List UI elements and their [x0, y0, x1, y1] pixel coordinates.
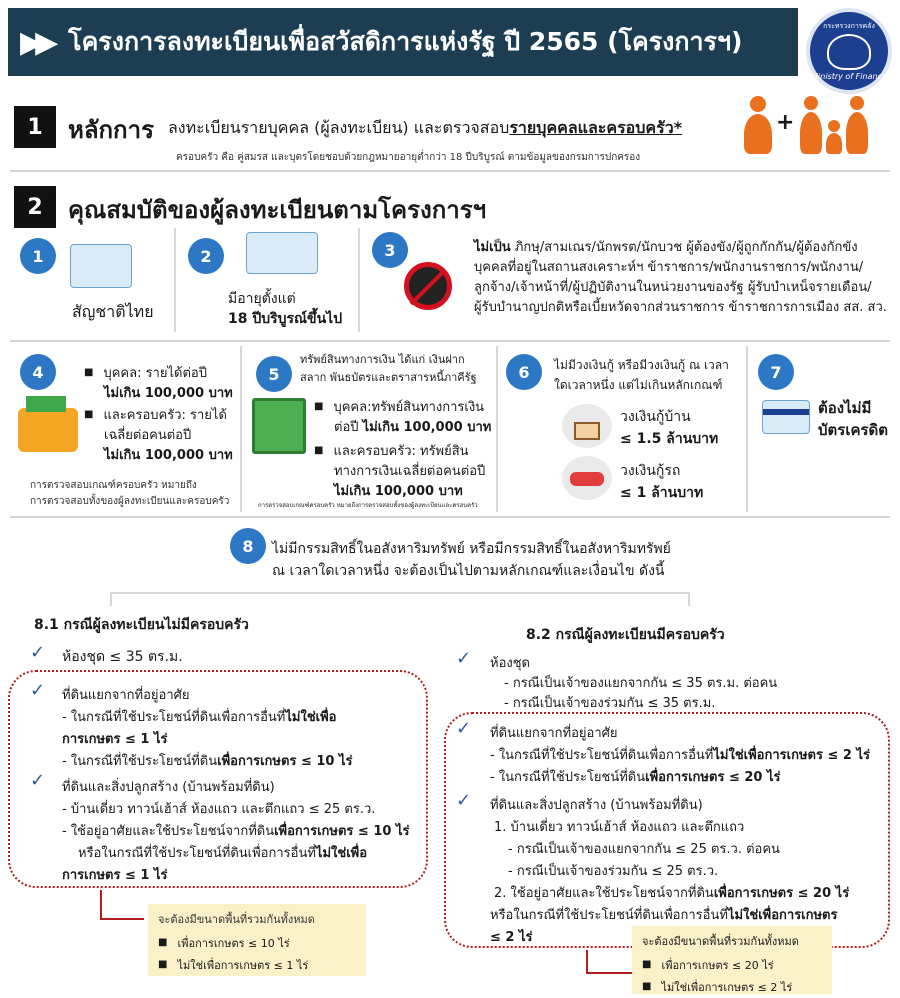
q4-note1: การตรวจสอบเกณฑ์ครอบครัว หมายถึง: [30, 480, 197, 491]
q2-line2: 18 ปีบริบูรณ์ขึ้นไป: [228, 311, 343, 327]
check-icon: ✓: [30, 680, 46, 701]
check-icon: ✓: [456, 648, 472, 669]
c82-condo: ห้องชุด: [490, 656, 530, 671]
q7-number: 7: [758, 354, 794, 390]
connector-line: [110, 592, 690, 606]
q6-head2: ใดเวลาหนึ่ง แต่ไม่เกินหลักเกณฑ์: [554, 378, 723, 392]
c82-condo-a: - กรณีเป็นเจ้าของแยกจากกัน ≤ 35 ตร.ม. ต่อคน: [504, 676, 778, 691]
c81-land-a1: - ในกรณีที่ใช้ประโยชน์ที่ดินเพื่อการอื่นที่ไม่ใช่เพื่อ: [62, 710, 337, 725]
q6-car2: ≤ 1 ล้านบาท: [620, 485, 704, 501]
c82-build-4: ≤ 2 ไร่: [490, 930, 533, 945]
check-icon: ✓: [456, 790, 472, 811]
c81-note: จะต้องมีขนาดพื้นที่รวมกันทั้งหมด ■ เพื่อการเกษตร ≤ 10 ไร่ ■ ไม่ใช่เพื่อการเกษตร ≤ 1 ไร่: [148, 904, 366, 976]
play-icon: ▶▶: [20, 24, 51, 60]
q1-label: สัญชาติไทย: [72, 302, 154, 321]
check-icon: ✓: [30, 642, 46, 663]
c82-land-a1: - ในกรณีที่ใช้ประโยชน์ที่ดินเพื่อการอื่นที่ไม่ใช่เพื่อการเกษตร ≤ 2 ไร่: [490, 748, 870, 763]
divider: [496, 346, 498, 512]
q5-b1a: ■ บุคคล:ทรัพย์สินทางการเงิน: [314, 396, 484, 417]
q7-line1: ต้องไม่มี: [818, 399, 872, 417]
c81-build-a: - บ้านเดี่ยว ทาวน์เฮ้าส์ ห้องแถว และตึกแถว ≤ 25 ตร.ว.: [62, 802, 376, 817]
q5-b1b: ต่อปี ไม่เกิน 100,000 บาท: [334, 420, 492, 435]
q4-b1: ■ บุคคล: รายได้ต่อปี: [84, 362, 207, 383]
section1-footnote: ครอบครัว คือ คู่สมรส และบุตรโดยชอบด้วยกฎหมายอายุต่ำกว่า 18 ปีบริบูรณ์ ตามข้อมูลของกรมการปกครอง: [176, 152, 641, 163]
q6-car1: วงเงินกู้รถ: [620, 463, 681, 479]
q8-line1: ไม่มีกรรมสิทธิ์ในอสังหาริมทรัพย์ หรือมีกรรมสิทธิ์ในอสังหาริมทรัพย์: [272, 541, 671, 557]
c82-land-b1: - ในกรณีที่ใช้ประโยชน์ที่ดินเพื่อการเกษตร ≤ 20 ไร่: [490, 770, 781, 785]
divider: [240, 346, 242, 512]
prohibited-icon: [404, 262, 452, 310]
q8-line2: ณ เวลาใดเวลาหนึ่ง จะต้องเป็นไปตามหลักเกณฑ์และเงื่อนไข ดังนี้: [272, 563, 665, 579]
c82-condo-b: - กรณีเป็นเจ้าของร่วมกัน ≤ 35 ตร.ม.: [504, 696, 716, 711]
c81-title: 8.1 กรณีผู้ลงทะเบียนไม่มีครอบครัว: [34, 617, 249, 633]
c81-land-a2: การเกษตร ≤ 1 ไร่: [62, 732, 168, 747]
c81-land-title: ที่ดินแยกจากที่อยู่อาศัย: [62, 688, 190, 703]
q5-head2: สลาก พันธบัตรและตราสารหนี้ภาคีรัฐ: [300, 371, 477, 384]
q3-number: 3: [372, 232, 408, 268]
c82-build-2: 2. ใช้อยู่อาศัยและใช้ประโยชน์จากที่ดินเพื่อการเกษตร ≤ 20 ไร่: [494, 886, 850, 901]
section1-title: หลักการ: [68, 116, 154, 144]
divider: [10, 340, 890, 342]
q6-home2: ≤ 1.5 ล้านบาท: [620, 431, 719, 447]
wallet-icon: [18, 408, 78, 452]
q6-number: 6: [506, 354, 542, 390]
section1-number: 1: [14, 106, 56, 148]
ministry-logo: [806, 8, 892, 94]
page-title: โครงการลงทะเบียนเพื่อสวัสดิการแห่งรัฐ ปี 2565 (โครงการฯ): [68, 27, 743, 56]
q5-number: 5: [256, 356, 292, 392]
c82-build-title: ที่ดินและสิ่งปลูกสร้าง (บ้านพร้อมที่ดิน): [490, 798, 703, 813]
c82-build-1b: - กรณีเป็นเจ้าของร่วมกัน ≤ 25 ตร.ว.: [508, 864, 719, 879]
arrow-icon: [100, 890, 144, 920]
id-card-icon: [246, 232, 318, 274]
c81-build-b1: - ใช้อยู่อาศัยและใช้ประโยชน์จากที่ดินเพื่อการเกษตร ≤ 10 ไร่: [62, 824, 410, 839]
q1-number: 1: [20, 238, 56, 274]
q2-number: 2: [188, 238, 224, 274]
c81-build-title: ที่ดินและสิ่งปลูกสร้าง (บ้านพร้อมที่ดิน): [62, 780, 275, 795]
id-card-icon: [70, 244, 132, 288]
header-banner: [8, 8, 798, 76]
logo-eng-text: Ministry of Finance: [811, 72, 887, 81]
c82-build-1: 1. บ้านเดี่ยว ทาวน์เฮ้าส์ ห้องแถว และตึกแถว: [494, 820, 745, 835]
check-icon: ✓: [456, 718, 472, 739]
credit-card-icon: [762, 400, 810, 434]
check-icon: ✓: [30, 770, 46, 791]
divider: [358, 228, 360, 332]
c82-land-title: ที่ดินแยกจากที่อยู่อาศัย: [490, 726, 618, 741]
person-icon: [740, 96, 776, 154]
car-icon: [562, 456, 612, 500]
q6-head1: ไม่มีวงเงินกู้ หรือมีวงเงินกู้ ณ เวลา: [554, 358, 729, 372]
divider: [10, 170, 890, 172]
divider: [10, 516, 890, 518]
q2-line1: มีอายุตั้งแต่: [228, 291, 296, 307]
plus-sign: +: [776, 110, 795, 135]
q3-text: ไม่เป็น ภิกษุ/สามเณร/นักพรต/นักบวช ผู้ต้องขัง/ผู้ถูกกักกัน/ผู้ต้องกักขัง บุคคลที่อยู่ในสถานสงเคราะห์ฯ ข้าราชการ/พนักงานราชการ/พนักงาน/ ลูกจ้าง/เจ้าหน้าที่/ผู้ปฏิบัติงานในหน่วยงานของรัฐ ผู้รับบำเหน็จรายเดือน/ ผู้รับบำนาญปกติหรือเบี้ยหวัดจากส่วนราชการ ข้าราชการการเมือง สส. สว.: [474, 240, 887, 315]
q5-head1: ทรัพย์สินทางการเงิน ได้แก่ เงินฝาก: [300, 353, 465, 366]
c82-build-1a: - กรณีเป็นเจ้าของแยกจากกัน ≤ 25 ตร.ว. ต่อคน: [508, 842, 780, 857]
c82-build-3: หรือในกรณีที่ใช้ประโยชน์ที่ดินเพื่อการอื่นที่ไม่ใช่เพื่อการเกษตร: [490, 908, 838, 923]
c81-build-b2: หรือในกรณีที่ใช้ประโยชน์ที่ดินเพื่อการอื่นที่ไม่ใช่เพื่อ: [78, 846, 368, 861]
section2-title: คุณสมบัติของผู้ลงทะเบียนตามโครงการฯ: [68, 196, 487, 224]
q5-b2a: ■ และครอบครัว: ทรัพย์สิน: [314, 440, 469, 461]
divider: [746, 346, 748, 512]
garuda-icon: [827, 34, 871, 70]
q4-b2-value: ไม่เกิน 100,000 บาท: [104, 448, 233, 463]
q4-b2a: ■ และครอบครัว: รายได้: [84, 404, 227, 425]
c82-note: จะต้องมีขนาดพื้นที่รวมกันทั้งหมด ■ เพื่อการเกษตร ≤ 20 ไร่ ■ ไม่ใช่เพื่อการเกษตร ≤ 2 ไร่: [632, 926, 832, 994]
q7-line2: บัตรเครดิต: [818, 421, 889, 439]
q4-note2: การตรวจสอบทั้งของผู้ลงทะเบียนและครอบครัว: [30, 496, 230, 507]
c81-condo: ห้องชุด ≤ 35 ตร.ม.: [62, 649, 183, 665]
section1-text: ลงทะเบียนรายบุคคล (ผู้ลงทะเบียน) และตรวจสอบรายบุคคลและครอบครัว*: [168, 118, 683, 137]
section2-number: 2: [14, 186, 56, 228]
q4-b2b: เฉลี่ยต่อคนต่อปี: [104, 428, 192, 443]
house-icon: [562, 404, 612, 448]
q6-home1: วงเงินกู้บ้าน: [620, 409, 691, 425]
q5-note: การตรวจสอบเกณฑ์ครอบครัว หมายถึงการตรวจสอบทั้งของผู้ลงทะเบียนและครอบครัว: [258, 502, 478, 509]
arrow-icon: [586, 950, 632, 974]
family-icon: [798, 96, 872, 154]
divider: [174, 228, 176, 332]
q5-b2-value: ไม่เกิน 100,000 บาท: [334, 484, 463, 499]
logo-thai-text: กระทรวงการคลัง: [823, 22, 875, 30]
q8-number: 8: [230, 528, 266, 564]
q5-b2b: ทางการเงินเฉลี่ยต่อคนต่อปี: [334, 464, 486, 479]
c82-title: 8.2 กรณีผู้ลงทะเบียนมีครอบครัว: [526, 627, 725, 643]
c81-land-b1: - ในกรณีที่ใช้ประโยชน์ที่ดินเพื่อการเกษตร ≤ 10 ไร่: [62, 754, 353, 769]
q4-number: 4: [20, 354, 56, 390]
q4-b1-value: ไม่เกิน 100,000 บาท: [104, 386, 233, 401]
banknote-icon: [252, 398, 306, 454]
c81-build-b3: การเกษตร ≤ 1 ไร่: [62, 868, 168, 883]
